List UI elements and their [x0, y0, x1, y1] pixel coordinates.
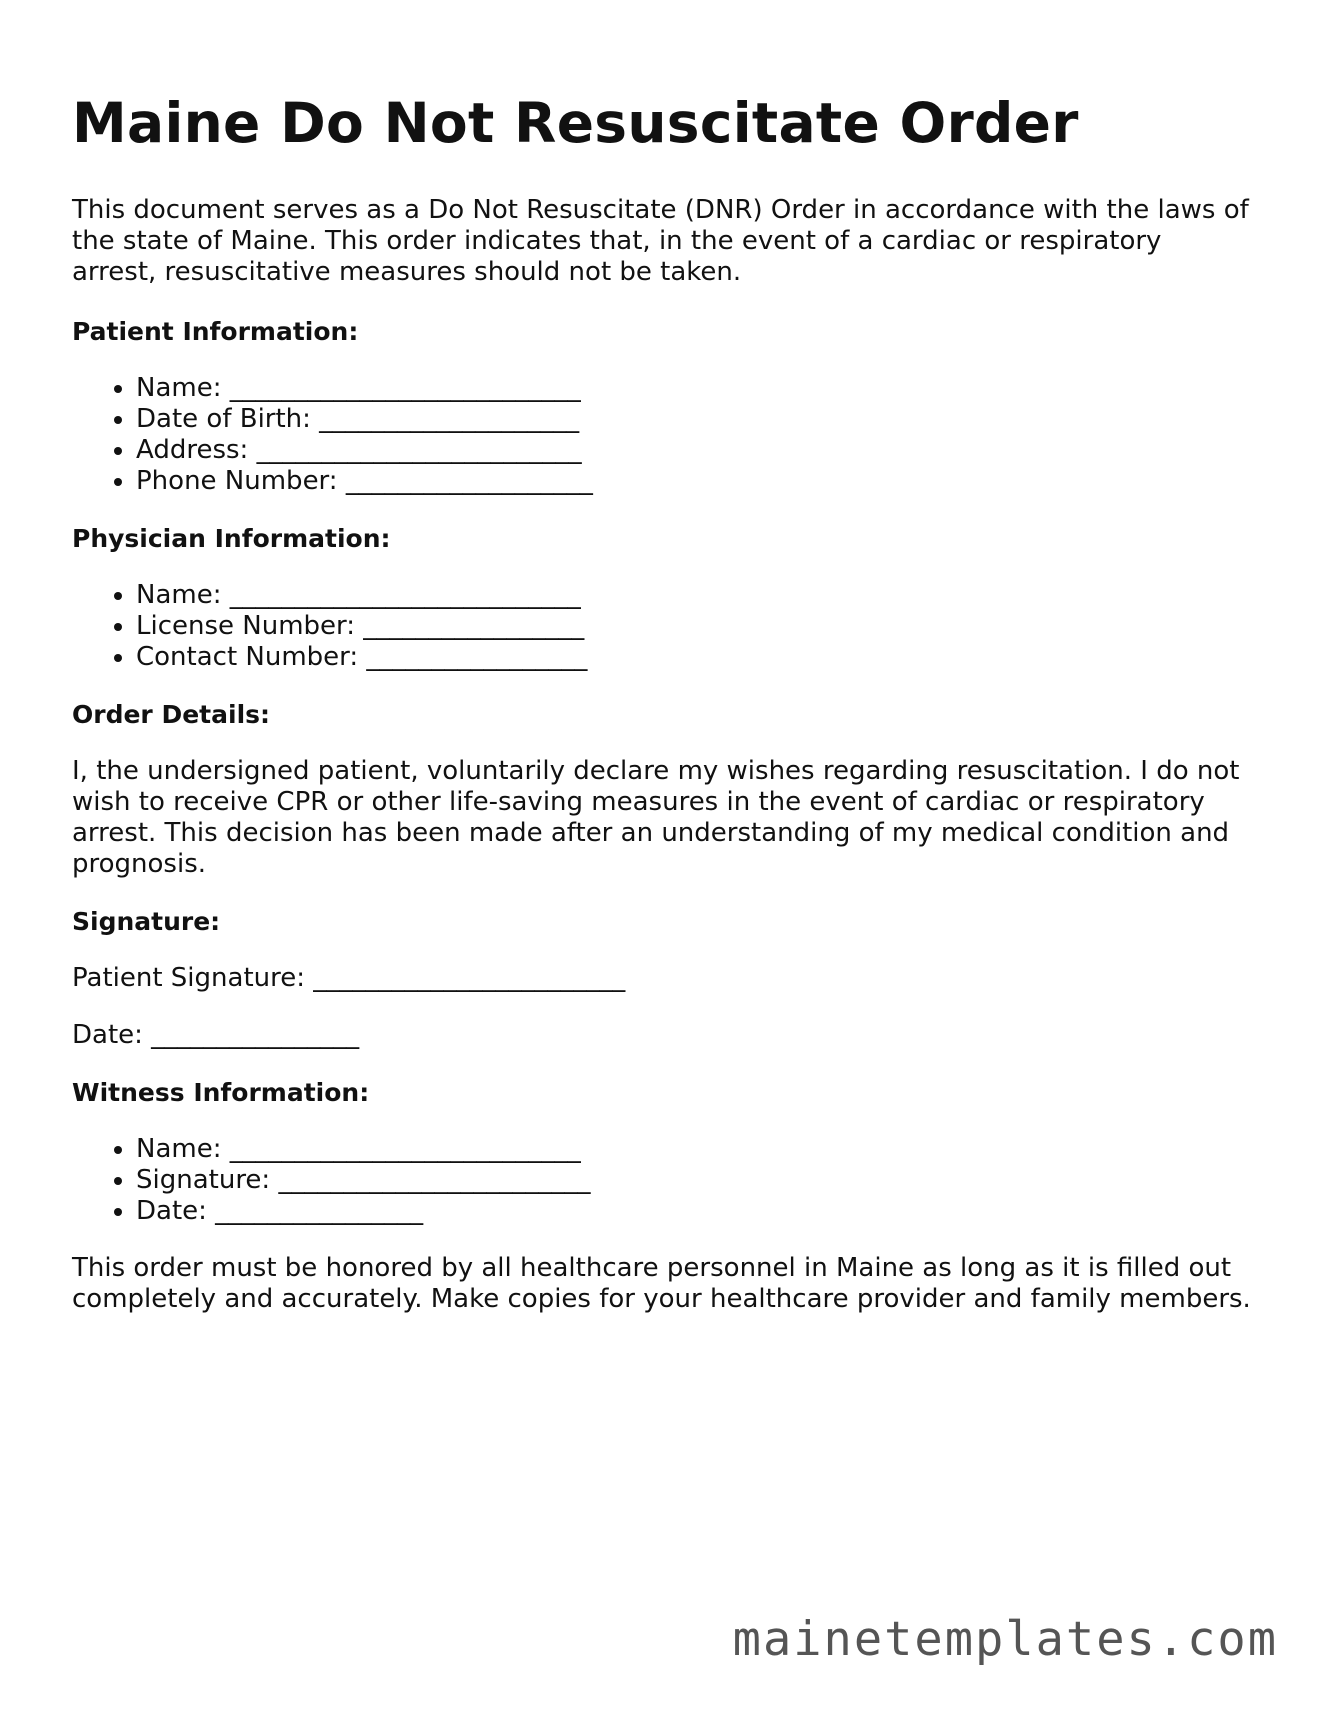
physician-section-heading: Physician Information:: [72, 524, 391, 554]
signature-date-field: Date: ________________: [72, 1020, 360, 1051]
patient-name-field: • Name: ___________________________: [136, 373, 1252, 404]
witness-signature-field: • Signature: ________________________: [136, 1165, 1252, 1196]
patient-address-field: • Address: _________________________: [136, 435, 1252, 466]
watermark-text: mainetemplates.com: [732, 1612, 1278, 1667]
witness-section-heading: Witness Information:: [72, 1078, 370, 1108]
patient-section-heading: Patient Information:: [72, 317, 359, 347]
patient-info-list: [72, 373, 1252, 497]
signature-section-heading: Signature:: [72, 907, 221, 937]
witness-name-field: • Name: ___________________________: [136, 1134, 1252, 1165]
intro-paragraph: This document serves as a Do Not Resuscitate (DNR) Order in accordance with the laws of the state of Maine. This order indicates that, in the event of a cardiac or respiratory arrest, resuscitative measures should not be taken.: [72, 195, 1249, 288]
physician-contact-field: • Contact Number: _________________: [136, 642, 1252, 673]
closing-paragraph: This order must be honored by all healthcare personnel in Maine as long as it is filled out completely and accurately. Make copies for your healthcare provider and family members.: [72, 1253, 1251, 1315]
physician-name-field: • Name: ___________________________: [136, 580, 1252, 611]
witness-date-field: • Date: ________________: [136, 1196, 1252, 1227]
physician-license-field: • License Number: _________________: [136, 611, 1252, 642]
patient-phone-field: • Phone Number: ___________________: [136, 466, 1252, 497]
physician-info-list: [72, 580, 1252, 673]
page-title: Maine Do Not Resuscitate Order: [72, 91, 1079, 155]
witness-info-list: [72, 1134, 1252, 1227]
document-page: [72, 92, 1252, 1315]
patient-signature-field: Patient Signature: ________________________: [72, 963, 626, 994]
order-section-heading: Order Details:: [72, 700, 271, 730]
order-details-paragraph: I, the undersigned patient, voluntarily declare my wishes regarding resuscitation. I do not wish to receive CPR or other life-saving measures in the event of cardiac or respiratory arrest. This decision has been made after an understanding of my medical condition and prognosis.: [72, 756, 1240, 880]
patient-dob-field: • Date of Birth: ____________________: [136, 404, 1252, 435]
